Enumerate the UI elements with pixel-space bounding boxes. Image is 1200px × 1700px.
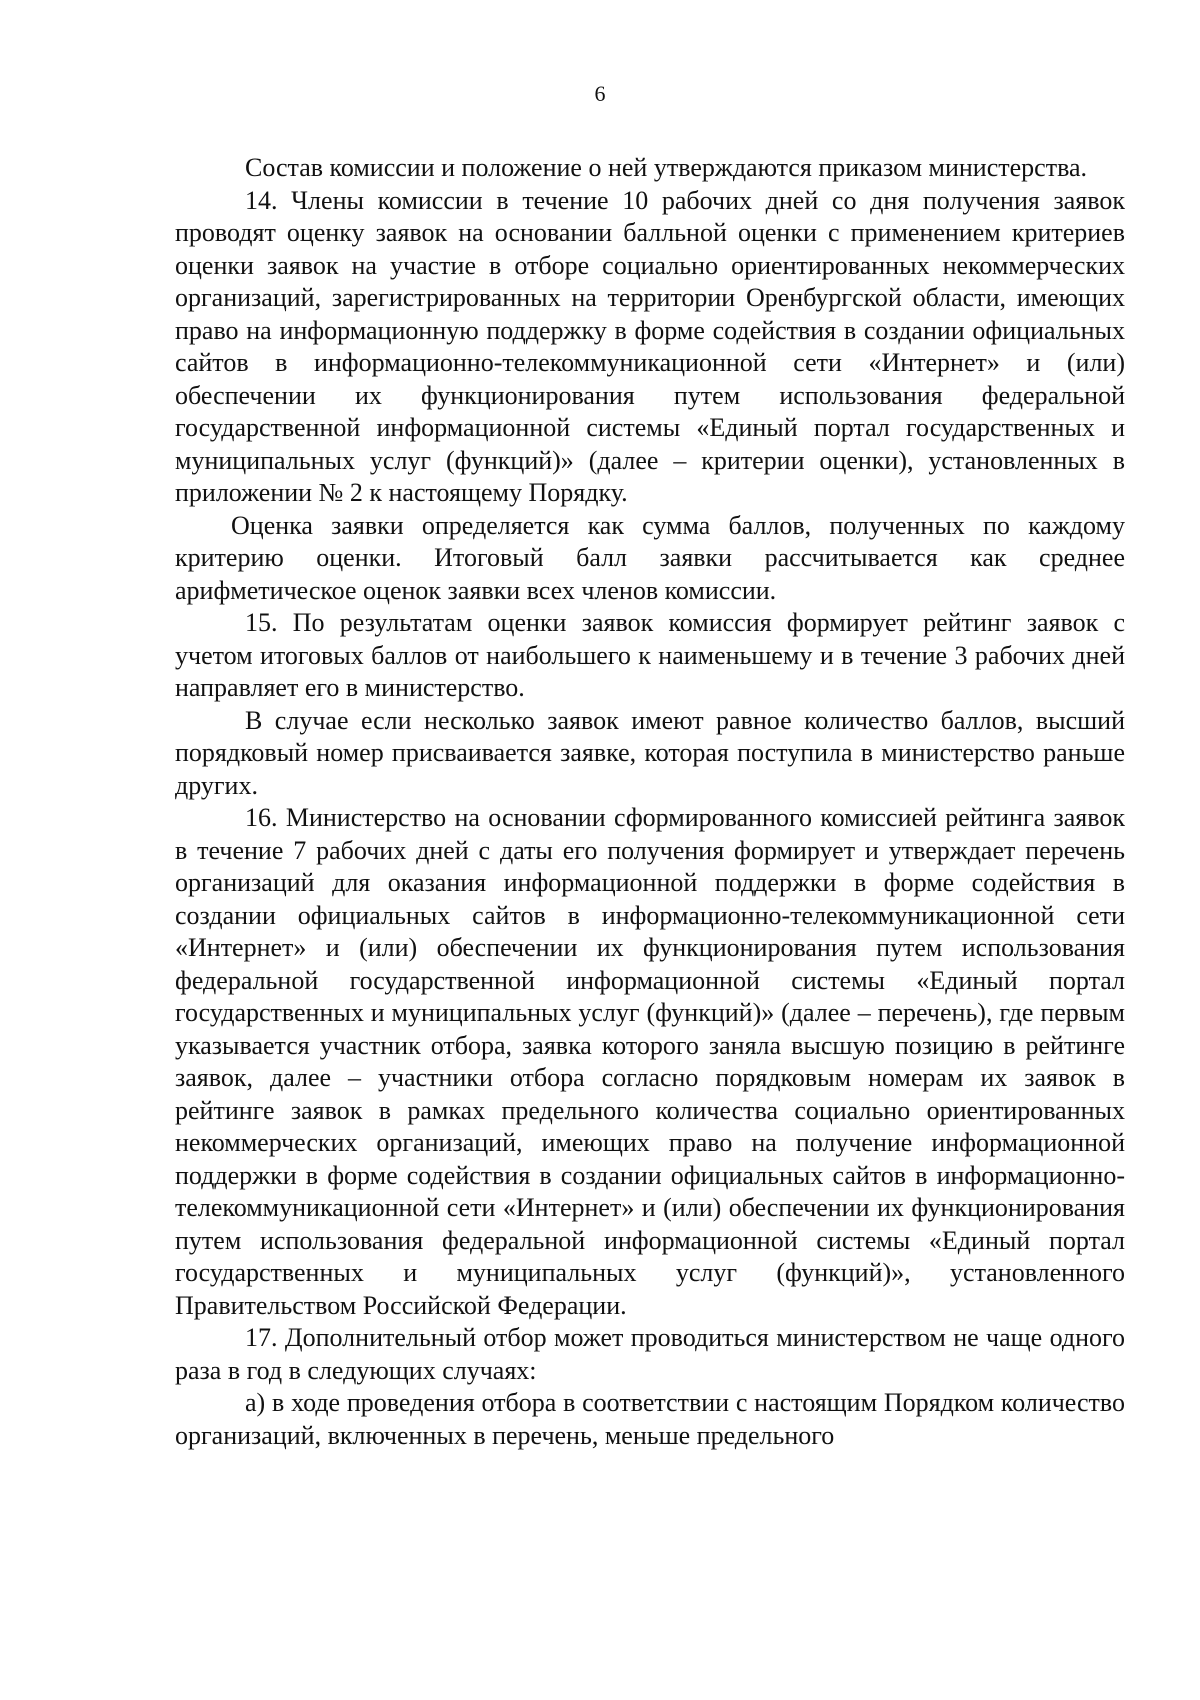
paragraph-equal-scores: В случае если несколько заявок имеют равное количество баллов, высший порядковый номер присваивается заявке, которая поступила в министерство раньше других. bbox=[175, 705, 1125, 800]
paragraph-item-17a: а) в ходе проведения отбора в соответствии с настоящим Порядком количество организаций, включенных в перечень, меньше предельного bbox=[175, 1388, 1125, 1450]
paragraph-commission-composition: Состав комиссии и положение о ней утверждаются приказом министерства. bbox=[245, 153, 1088, 182]
paragraph-evaluation-score: Оценка заявки определяется как сумма баллов, полученных по каждому критерию оценки. Итоговый балл заявки рассчитывается как среднее арифметическое оценок заявки всех членов комиссии. bbox=[175, 510, 1125, 605]
page-number: 6 bbox=[594, 81, 606, 106]
paragraph-item-17: 17. Дополнительный отбор может проводиться министерством не чаще одного раза в год в следующих случаях: bbox=[175, 1323, 1125, 1385]
paragraph-item-16: 16. Министерство на основании сформированного комиссией рейтинга заявок в течение 7 рабочих дней с даты его получения формирует и утверждает перечень организаций для оказания информационной поддержки в форме содействия в создании официальных сайтов в информационно-телекоммуникационной сети «Интернет» и (или) обеспечении их функционирования путем использования федеральной государственной информационной системы «Единый портал государственных и муниципальных услуг (функций)» (далее – перечень), где первым указывается участник отбора, заявка которого заняла высшую позицию в рейтинге заявок, далее – участники отбора согласно порядковым номерам их заявок в рейтинге заявок в рамках предельного количества социально ориентированных некоммерческих организаций, имеющих право на получение информационной поддержки в форме содействия в создании официальных сайтов в информационно-телекоммуникационной сети «Интернет» и (или) обеспечении их функционирования путем использования федеральной информационной системы «Единый портал государственных и муниципальных услуг (функций)», установленного Правительством Российской Федерации. bbox=[175, 803, 1125, 1320]
paragraph-item-15: 15. По результатам оценки заявок комиссия формирует рейтинг заявок с учетом итоговых баллов от наибольшего к наименьшему и в течение 3 рабочих дней направляет его в министерство. bbox=[175, 608, 1125, 702]
paragraph-item-14: 14. Члены комиссии в течение 10 рабочих дней со дня получения заявок проводят оценку заявок на основании балльной оценки с применением критериев оценки заявок на участие в отборе социально ориентированных некоммерческих организаций, зарегистрированных на территории Оренбургской области, имеющих право на информационную поддержку в форме содействия в создании официальных сайтов в информационно-телекоммуникационной сети «Интернет» и (или) обеспечении их функционирования путем использования федеральной государственной информационной системы «Единый портал государственных и муниципальных услуг (функций)» (далее – критерии оценки), установленных в приложении № 2 к настоящему Порядку. bbox=[175, 185, 1125, 507]
document-body bbox=[175, 152, 1125, 1452]
